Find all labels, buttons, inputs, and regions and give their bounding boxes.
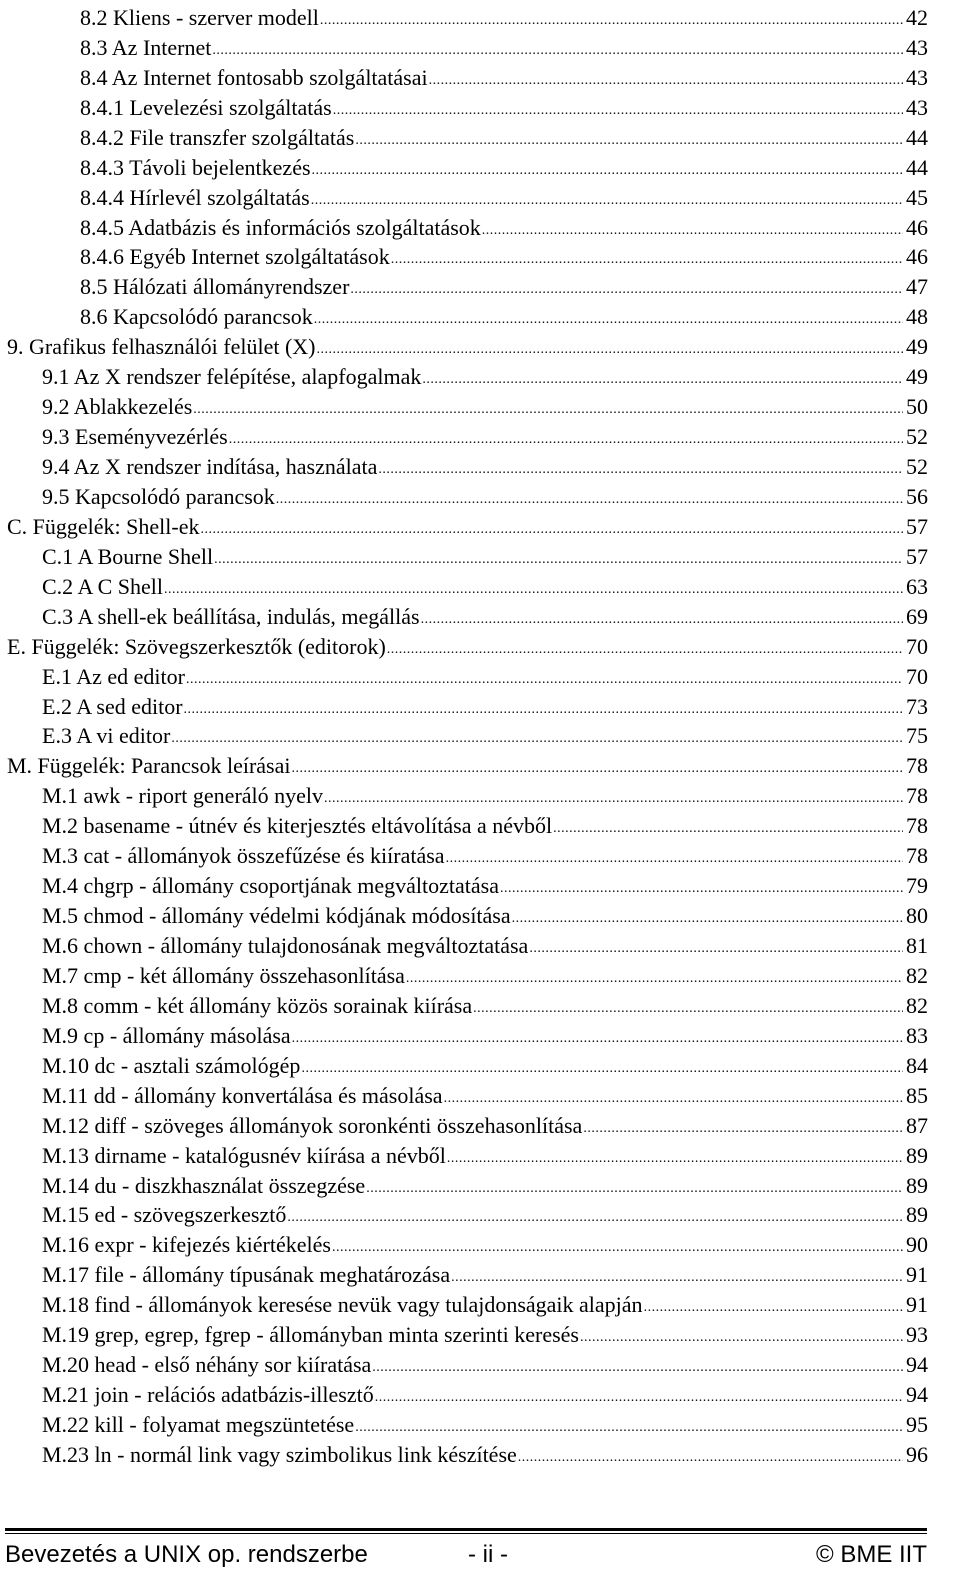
toc-entry[interactable] — [0, 1377, 960, 1407]
toc-entry[interactable] — [0, 269, 960, 299]
toc-dot-leader — [644, 1299, 903, 1317]
toc-entry[interactable] — [0, 659, 960, 689]
toc-dot-leader — [451, 1269, 903, 1287]
toc-dot-leader — [229, 431, 903, 449]
toc-entry-page: 89 — [906, 1142, 928, 1168]
toc-entry[interactable] — [0, 539, 960, 569]
toc-entry-title: E.1 Az ed editor — [42, 663, 185, 689]
toc-entry-title: M.21 join - relációs adatbázis-illesztő — [42, 1382, 374, 1408]
toc-entry-title: M.2 basename - útnév és kiterjesztés eltávolítása a névből — [42, 813, 553, 839]
toc-entry[interactable] — [0, 30, 960, 60]
toc-entry-title: M.19 grep, egrep, fgrep - állományban minta szerinti keresés — [42, 1322, 579, 1348]
toc-entry[interactable] — [0, 419, 960, 449]
toc-entry-title: E.3 A vi editor — [42, 723, 171, 749]
toc-entry-page: 52 — [906, 454, 928, 479]
toc-entry-title: M.22 kill - folyamat megszüntetése — [42, 1412, 355, 1437]
toc-entry-title: 8.4.6 Egyéb Internet szolgáltatások — [80, 244, 390, 270]
toc-dot-leader — [518, 1449, 903, 1467]
toc-entry-page: 46 — [906, 244, 928, 270]
toc-entry[interactable] — [0, 1227, 960, 1257]
toc-entry-title: 8.4.2 File transzfer szolgáltatás — [80, 124, 355, 150]
toc-entry[interactable] — [0, 808, 960, 838]
toc-entry-page: 84 — [906, 1052, 928, 1078]
toc-entry-page: 52 — [906, 424, 928, 450]
toc-dot-leader — [324, 790, 903, 808]
toc-entry-title: 9.1 Az X rendszer felépítése, alapfogalmak — [42, 364, 422, 390]
toc-entry-title: 9.4 Az X rendszer indítása, használata — [42, 454, 378, 479]
toc-entry-page: 83 — [906, 1022, 928, 1048]
toc-entry[interactable] — [0, 210, 960, 240]
toc-entry[interactable] — [0, 150, 960, 180]
toc-dot-leader — [473, 1000, 903, 1018]
toc-entry[interactable] — [0, 180, 960, 210]
toc-entry-title: M.3 cat - állományok összefűzése és kiíratása — [42, 843, 445, 869]
toc-dot-leader — [200, 521, 903, 539]
toc-dot-leader — [500, 880, 903, 898]
toc-entry-title: M.20 head - első néhány sor kiíratása — [42, 1352, 372, 1378]
toc-dot-leader — [333, 102, 903, 120]
toc-dot-leader — [350, 281, 903, 299]
toc-dot-leader — [366, 1180, 903, 1198]
toc-entry[interactable] — [0, 1018, 960, 1048]
toc-dot-leader — [529, 940, 903, 958]
toc-dot-leader — [429, 72, 903, 90]
toc-entry[interactable] — [0, 389, 960, 419]
toc-entry-page: 57 — [906, 513, 928, 539]
toc-entry-page: 94 — [906, 1352, 928, 1378]
toc-entry-page: 46 — [906, 214, 928, 240]
toc-entry[interactable] — [0, 449, 960, 479]
toc-dot-leader — [512, 910, 903, 928]
toc-entry[interactable] — [0, 1048, 960, 1078]
toc-entry-title: 8.4.4 Hírlevél szolgáltatás — [80, 184, 310, 210]
toc-entry-title: 8.3 Az Internet — [80, 34, 212, 60]
footer-page-number: - ii - — [468, 1541, 508, 1568]
toc-entry[interactable] — [0, 1287, 960, 1317]
toc-entry-page: 89 — [906, 1172, 928, 1198]
toc-dot-leader — [287, 1209, 903, 1227]
toc-entry-title: 8.6 Kapcsolódó parancsok — [80, 304, 313, 330]
toc-entry[interactable] — [0, 1257, 960, 1287]
toc-entry-title: C.1 A Bourne Shell — [42, 543, 214, 569]
toc-entry[interactable] — [0, 90, 960, 120]
toc-entry-page: 47 — [906, 274, 928, 300]
toc-dot-leader — [391, 251, 903, 269]
toc-dot-leader — [314, 311, 903, 329]
toc-entry-title: M.15 ed - szövegszerkesztő — [42, 1202, 287, 1228]
toc-entry[interactable] — [0, 120, 960, 150]
toc-dot-leader — [317, 341, 904, 359]
toc-entry[interactable] — [0, 509, 960, 539]
toc-entry-title: M.7 cmp - két állomány összehasonlítása — [42, 962, 405, 988]
toc-dot-leader — [301, 1060, 903, 1078]
toc-entry[interactable] — [0, 719, 960, 749]
toc-entry-page: 79 — [906, 873, 928, 899]
toc-entry[interactable] — [0, 479, 960, 509]
toc-dot-leader — [186, 671, 903, 689]
toc-dot-leader — [422, 371, 903, 389]
toc-entry-title: C.3 A shell-ek beállítása, indulás, megállás — [42, 603, 420, 629]
toc-dot-leader — [320, 12, 903, 30]
toc-entry-page: 82 — [906, 962, 928, 988]
toc-entry[interactable] — [0, 958, 960, 988]
toc-dot-leader — [355, 132, 903, 150]
toc-entry-title: C.2 A C Shell — [42, 573, 164, 599]
toc-entry[interactable] — [0, 359, 960, 389]
toc-entry[interactable] — [0, 1078, 960, 1108]
toc-entry-page: 69 — [906, 603, 928, 629]
toc-entry-title: M.17 file - állomány típusának meghatározása — [42, 1262, 451, 1288]
toc-entry-page: 93 — [906, 1322, 928, 1348]
toc-entry-title: E. Függelék: Szövegszerkesztők (editorok) — [7, 633, 386, 659]
toc-entry[interactable] — [0, 1198, 960, 1228]
toc-entry-page: 75 — [906, 723, 928, 749]
toc-entry-page: 80 — [906, 903, 928, 929]
toc-entry-page: 95 — [906, 1412, 928, 1437]
toc-entry-page: 96 — [906, 1441, 928, 1467]
toc-entry[interactable] — [0, 629, 960, 659]
toc-entry-page: 43 — [906, 64, 928, 90]
page-footer — [0, 1528, 960, 1577]
toc-dot-leader — [580, 1329, 903, 1347]
toc-dot-leader — [312, 162, 903, 180]
toc-dot-leader — [292, 760, 904, 778]
toc-entry[interactable] — [0, 838, 960, 868]
toc-entry-page: 78 — [906, 843, 928, 869]
toc-entry-title: 8.4 Az Internet fontosabb szolgáltatásai — [80, 64, 428, 90]
toc-dot-leader — [212, 42, 903, 60]
toc-entry-page: 85 — [906, 1082, 928, 1108]
toc-entry[interactable] — [0, 898, 960, 928]
toc-dot-leader — [193, 401, 903, 419]
footer-copyright: © BME IIT — [815, 1541, 927, 1568]
toc-entry-title: 8.4.1 Levelezési szolgáltatás — [80, 94, 332, 120]
toc-entry-page: 78 — [906, 753, 928, 779]
toc-entry-page: 94 — [906, 1382, 928, 1408]
footer-rule — [5, 1528, 927, 1531]
toc-dot-leader — [184, 701, 903, 719]
toc-entry[interactable] — [0, 599, 960, 629]
toc-dot-leader — [292, 1030, 903, 1048]
toc-entry-title: 9. Grafikus felhasználói felület (X) — [7, 334, 316, 360]
toc-entry-title: C. Függelék: Shell-ek — [7, 513, 200, 539]
toc-entry[interactable] — [0, 928, 960, 958]
footer-rule-thin — [5, 1533, 927, 1534]
toc-entry-page: 82 — [906, 992, 928, 1018]
toc-entry-page: 44 — [906, 154, 928, 180]
toc-dot-leader — [583, 1120, 903, 1138]
toc-entry[interactable] — [0, 569, 960, 599]
toc-dot-leader — [447, 1150, 903, 1168]
toc-entry-title: M.6 chown - állomány tulajdonosának megváltoztatása — [42, 933, 529, 958]
toc-dot-leader — [406, 970, 903, 988]
toc-entry[interactable] — [0, 329, 960, 359]
toc-entry-page: 70 — [906, 633, 928, 659]
toc-entry-title: M.14 du - diszkhasználat összegzése — [42, 1172, 366, 1198]
toc-entry-page: 45 — [906, 184, 928, 210]
toc-dot-leader — [276, 491, 903, 509]
toc-dot-leader — [375, 1389, 903, 1407]
toc-entry-page: 49 — [906, 364, 928, 390]
toc-entry[interactable] — [0, 868, 960, 898]
toc-dot-leader — [355, 1419, 903, 1437]
toc-entry[interactable] — [0, 1407, 960, 1437]
toc-entry-title: M.16 expr - kifejezés kiértékelés — [42, 1232, 331, 1258]
toc-entry-title: M.12 diff - szöveges állományok soronkénti összehasonlítása — [42, 1112, 583, 1138]
toc-entry[interactable] — [0, 299, 960, 329]
toc-entry-title: 9.3 Eseményvezérlés — [42, 424, 228, 450]
toc-entry-title: M.1 awk - riport generáló nyelv — [42, 783, 324, 809]
toc-dot-leader — [171, 730, 903, 748]
toc-entry-page: 91 — [906, 1262, 928, 1288]
toc-entry-title: 9.5 Kapcsolódó parancsok — [42, 483, 275, 509]
toc-entry[interactable] — [0, 689, 960, 719]
toc-entry-page: 63 — [906, 573, 928, 599]
toc-entry-title: M.11 dd - állomány konvertálása és másolása — [42, 1082, 443, 1108]
toc-entry-title: M.8 comm - két állomány közös sorainak kiírása — [42, 992, 473, 1018]
toc-entry-title: 8.2 Kliens - szerver modell — [80, 4, 319, 30]
toc-entry-title: M.10 dc - asztali számológép — [42, 1052, 301, 1078]
toc-entry-page: 43 — [906, 34, 928, 60]
toc-entry-page: 48 — [906, 304, 928, 330]
toc-entry-page: 89 — [906, 1202, 928, 1228]
toc-dot-leader — [444, 1090, 903, 1108]
toc-dot-leader — [332, 1239, 903, 1257]
toc-entry-page: 49 — [906, 334, 928, 360]
toc-entry[interactable] — [0, 60, 960, 90]
toc-dot-leader — [421, 611, 903, 629]
toc-entry-page: 90 — [906, 1232, 928, 1258]
toc-dot-leader — [311, 192, 903, 210]
toc-entry-title: 9.2 Ablakkezelés — [42, 394, 193, 420]
toc-dot-leader — [372, 1359, 903, 1377]
toc-entry-title: E.2 A sed editor — [42, 693, 183, 719]
toc-entry-title: M.13 dirname - katalógusnév kiírása a névből — [42, 1142, 446, 1168]
toc-entry-page: 42 — [906, 4, 928, 30]
toc-entry-title: M.18 find - állományok keresése nevük vagy tulajdonságaik alapján — [42, 1292, 643, 1318]
toc-dot-leader — [446, 850, 903, 868]
toc-entry[interactable] — [0, 1108, 960, 1138]
toc-entry[interactable] — [0, 1168, 960, 1198]
toc-entry[interactable] — [0, 1437, 960, 1467]
toc-dot-leader — [387, 641, 903, 659]
toc-entry-title: 8.4.5 Adatbázis és információs szolgáltatások — [80, 214, 481, 240]
toc-entry-page: 44 — [906, 124, 928, 150]
toc-entry-title: M. Függelék: Parancsok leírásai — [7, 753, 291, 779]
toc-dot-leader — [214, 551, 903, 569]
toc-entry-page: 87 — [906, 1112, 928, 1138]
toc-entry-page: 50 — [906, 394, 928, 420]
toc-entry-title: M.23 ln - normál link vagy szimbolikus link készítése — [42, 1441, 517, 1467]
toc-entry-title: 8.5 Hálózati állományrendszer — [80, 274, 350, 300]
toc-dot-leader — [378, 461, 903, 479]
toc-entry-page: 56 — [906, 483, 928, 509]
toc-entry-title: 8.4.3 Távoli bejelentkezés — [80, 154, 311, 180]
toc-entry-page: 70 — [906, 663, 928, 689]
toc-entry[interactable] — [0, 1347, 960, 1377]
toc-entry-page: 57 — [906, 543, 928, 569]
toc-entry-title: M.4 chgrp - állomány csoportjának megváltoztatása — [42, 873, 499, 899]
toc-entry-title: M.9 cp - állomány másolása — [42, 1022, 291, 1048]
toc-entry[interactable] — [0, 778, 960, 808]
toc-entry[interactable] — [0, 1317, 960, 1347]
toc-entry-page: 43 — [906, 94, 928, 120]
toc-dot-leader — [164, 581, 903, 599]
toc-dot-leader — [482, 222, 903, 240]
toc-entry[interactable] — [0, 1138, 960, 1168]
toc-entry[interactable] — [0, 0, 960, 30]
toc-entry-page: 78 — [906, 783, 928, 809]
toc-entry-page: 73 — [906, 693, 928, 719]
toc-entry-page: 91 — [906, 1292, 928, 1318]
toc-entry-page: 81 — [906, 933, 928, 958]
toc-entry-page: 78 — [906, 813, 928, 839]
toc-entry[interactable] — [0, 240, 960, 270]
footer-book-title: Bevezetés a UNIX op. rendszerbe — [5, 1541, 368, 1568]
toc-dot-leader — [553, 820, 903, 838]
toc-entry-title: M.5 chmod - állomány védelmi kódjának módosítása — [42, 903, 511, 929]
toc-entry[interactable] — [0, 748, 960, 778]
toc-entry[interactable] — [0, 988, 960, 1018]
